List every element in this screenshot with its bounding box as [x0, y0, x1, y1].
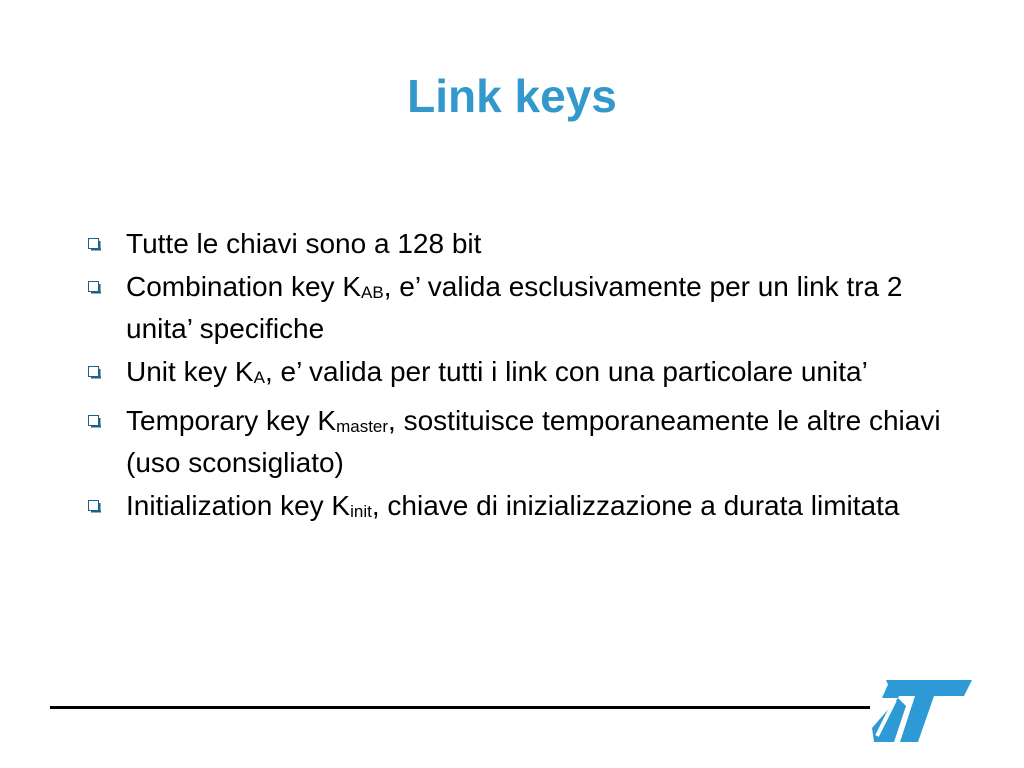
- bullet-item: [88, 269, 958, 347]
- checkbox-bullet-icon: [88, 281, 101, 294]
- checkbox-bullet-icon: [88, 415, 101, 428]
- bullet-text-pre: Initialization key K: [126, 490, 351, 521]
- bullet-item: [88, 403, 958, 481]
- checkbox-bullet-icon: [88, 238, 101, 251]
- footer-divider: [50, 706, 870, 709]
- bullet-item: [88, 488, 958, 530]
- slide-title: Link keys: [407, 70, 617, 122]
- bullet-text-pre: Temporary key K: [126, 405, 337, 436]
- checkbox-bullet-icon: [88, 366, 101, 379]
- bullet-text-post: , chiave di inizializzazione a durata limitata: [371, 490, 900, 521]
- key-subscript: master: [336, 417, 389, 436]
- bullet-text-post: , sostituisce temporaneamente le altre chiavi (uso sconsigliato): [126, 405, 941, 478]
- key-subscript: A: [253, 368, 265, 387]
- bullet-text: Tutte le chiavi sono a 128 bit: [126, 228, 482, 259]
- key-subscript: init: [350, 502, 372, 521]
- bullet-text-post: , e’ valida esclusivamente per un link tra 2 unita’ specifiche: [126, 271, 903, 344]
- bullet-text-pre: Combination key K: [126, 271, 362, 302]
- st-logo-icon: [868, 676, 974, 746]
- bullet-item: [88, 226, 958, 262]
- bullet-text-post: , e’ valida per tutti i link con una particolare unita’: [264, 356, 868, 387]
- checkbox-bullet-icon: [88, 500, 101, 513]
- key-subscript: AB: [361, 283, 384, 302]
- bullet-text-pre: Unit key K: [126, 356, 254, 387]
- bullet-list: [88, 226, 958, 537]
- bullet-item: [88, 354, 958, 396]
